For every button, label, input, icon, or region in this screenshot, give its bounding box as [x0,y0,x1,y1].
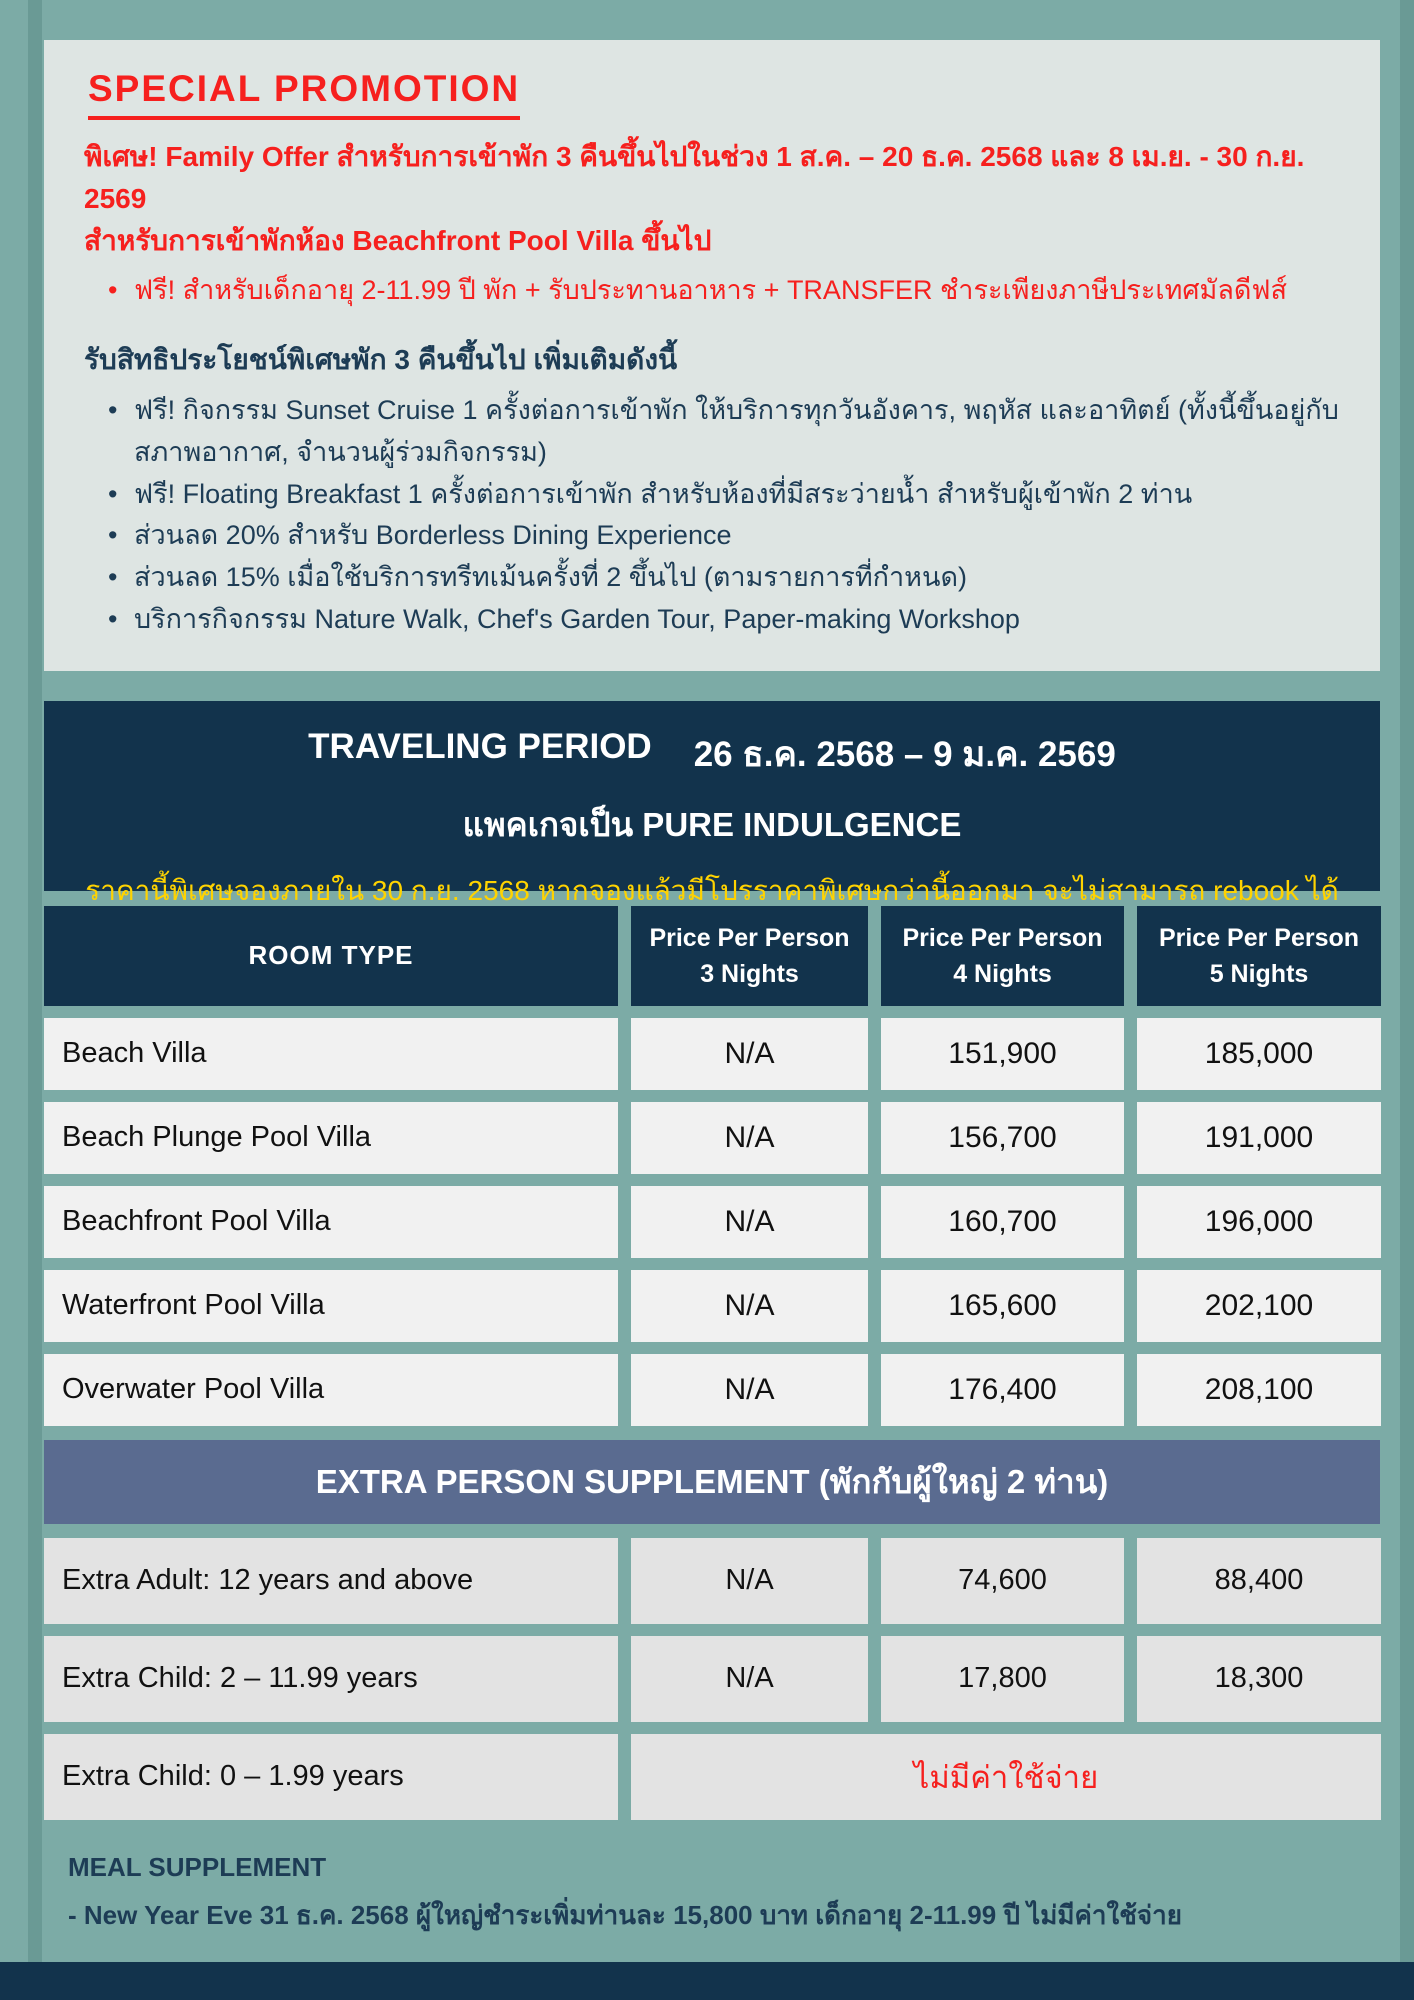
promo-headline-line2: สำหรับการเข้าพักห้อง Beachfront Pool Villa ขึ้นไป [84,225,712,256]
extra-price-5n: 18,300 [1137,1636,1381,1722]
page-edge-left [28,0,42,2000]
price-4n: 156,700 [881,1102,1124,1174]
header-3-nights-line2: 3 Nights [700,959,799,988]
room-name: Waterfront Pool Villa [44,1270,618,1342]
price-5n: 196,000 [1137,1186,1381,1258]
price-5n: 185,000 [1137,1018,1381,1090]
extra-price-4n: 74,600 [881,1538,1124,1624]
special-promotion-box [44,40,1380,671]
price-table [44,906,1380,1426]
promo-red-bullets [84,270,1340,312]
traveling-period-dates: 26 ธ.ค. 2568 – 9 ม.ค. 2569 [693,734,1116,774]
room-name: Overwater Pool Villa [44,1354,618,1426]
header-4-nights-line1: Price Per Person [902,923,1103,952]
extra-row-label: Extra Adult: 12 years and above [44,1538,618,1624]
price-4n: 151,900 [881,1018,1124,1090]
price-3n: N/A [631,1018,868,1090]
price-3n: N/A [631,1186,868,1258]
price-4n: 160,700 [881,1186,1124,1258]
meal-supplement-section [44,1852,1380,1936]
extra-price-4n: 17,800 [881,1636,1124,1722]
header-3-nights [631,906,868,1006]
meal-supplement-heading: MEAL SUPPLEMENT [68,1851,327,1882]
price-4n: 176,400 [881,1354,1124,1426]
header-5-nights-line2: 5 Nights [1209,959,1309,988]
traveling-period-title: TRAVELING PERIOD [308,726,652,766]
extra-price-3n: N/A [631,1538,868,1624]
room-name: Beach Plunge Pool Villa [44,1102,618,1174]
promo-headline [84,136,1340,262]
traveling-period-banner [44,701,1380,906]
header-4-nights-line2: 4 Nights [953,959,1052,988]
price-4n: 165,600 [881,1270,1124,1342]
page-edge-right [1400,0,1414,2000]
extra-person-table [44,1538,1380,1820]
benefit-item: • ฟรี! กิจกรรม Sunset Cruise 1 ครั้งต่อการเข้าพัก ให้บริการทุกวันอังคาร, พฤหัส และอาทิตย์ (ทั้งนี้ขึ้นอยู่กับสภาพอากาศ, จำนวนผู้ร่วมกิจกรรม) [108,390,1340,474]
benefit-item: • ส่วนลด 20% สำหรับ Borderless Dining Experience [108,515,1340,557]
extra-row-label: Extra Child: 0 – 1.99 years [44,1734,618,1820]
header-4-nights [881,906,1124,1006]
footer-bar [0,1962,1414,2000]
price-3n: N/A [631,1354,868,1426]
extra-person-supplement-banner: EXTRA PERSON SUPPLEMENT (พักกับผู้ใหญ่ 2 ท่าน) [44,1440,1380,1524]
extra-price-5n: 88,400 [1137,1538,1381,1624]
header-3-nights-line1: Price Per Person [649,923,850,952]
price-5n: 208,100 [1137,1354,1381,1426]
meal-supplement-note: - New Year Eve 31 ธ.ค. 2568 ผู้ใหญ่ชำระเพิ่มท่านละ 15,800 บาท เด็กอายุ 2-11.99 ปี ไม่มีค่าใช้จ่าย [68,1899,1182,1930]
extra-price-3n: N/A [631,1636,868,1722]
promo-red-bullet-item: • ฟรี! สำหรับเด็กอายุ 2-11.99 ปี พัก + รับประทานอาหาร + TRANSFER ชำระเพียงภาษีประเทศมัลดีฟส์ [108,270,1340,312]
header-5-nights [1137,906,1381,1006]
header-5-nights-line1: Price Per Person [1158,923,1360,952]
flyer-content [44,0,1380,1936]
room-name: Beach Villa [44,1018,618,1090]
benefit-item: • ส่วนลด 15% เมื่อใช้บริการทรีทเม้นครั้งที่ 2 ขึ้นไป (ตามรายการที่กำหนด) [108,557,1340,599]
price-3n: N/A [631,1270,868,1342]
header-room-type: ROOM TYPE [44,906,618,1006]
benefits-list [84,390,1340,641]
extra-free-of-charge: ไม่มีค่าใช้จ่าย [631,1734,1381,1820]
promo-headline-line1: พิเศษ! Family Offer สำหรับการเข้าพัก 3 คืนขึ้นไปในช่วง 1 ส.ค. – 20 ธ.ค. 2568 และ 8 เม.ย. - 30 ก.ย. 2569 [84,141,1305,214]
price-3n: N/A [631,1102,868,1174]
traveling-period-line [64,727,1360,782]
promo-title: SPECIAL PROMOTION [88,68,520,120]
package-line: แพคเกจเป็น PURE INDULGENCE [462,805,962,843]
price-5n: 202,100 [1137,1270,1381,1342]
extra-row-label: Extra Child: 2 – 11.99 years [44,1636,618,1722]
benefits-heading: รับสิทธิประโยชน์พิเศษพัก 3 คืนขึ้นไป เพิ่มเติมดังนี้ [84,343,678,375]
benefit-item: • ฟรี! Floating Breakfast 1 ครั้งต่อการเข้าพัก สำหรับห้องที่มีสระว่ายน้ำ สำหรับผู้เข้าพัก 2 ท่าน [108,474,1340,516]
price-5n: 191,000 [1137,1102,1381,1174]
benefit-item: • บริการกิจกรรม Nature Walk, Chef's Garden Tour, Paper-making Workshop [108,599,1340,641]
booking-note: ราคานี้พิเศษจองภายใน 30 ก.ย. 2568 หากจองแล้วมีโปรราคาพิเศษกว่านี้ออกมา จะไม่สามารถ rebook ได้ [85,874,1339,906]
room-name: Beachfront Pool Villa [44,1186,618,1258]
